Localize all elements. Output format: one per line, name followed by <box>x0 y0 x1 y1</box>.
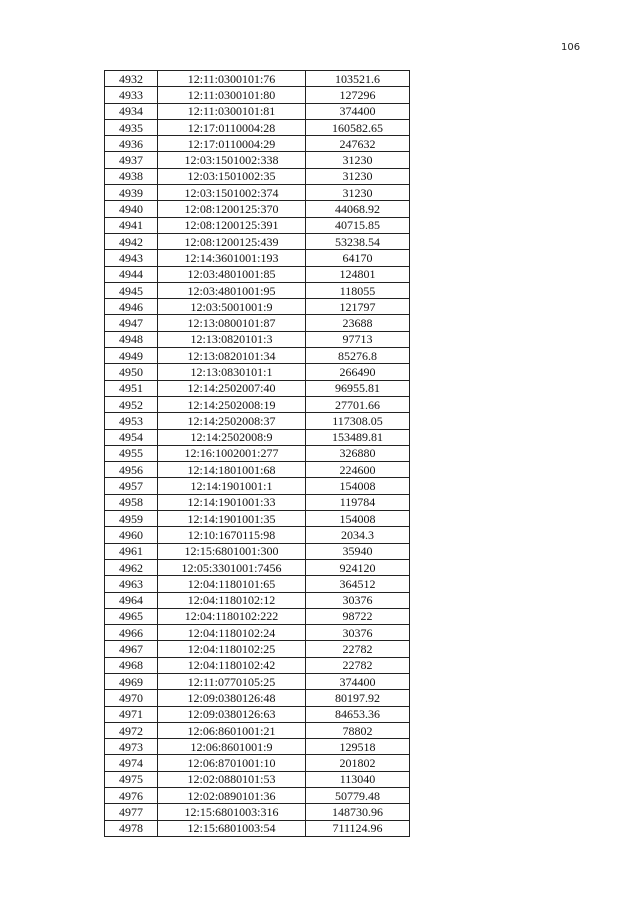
table-row <box>105 136 410 152</box>
cadastral-number-cell: 12:03:1501002:374 <box>158 185 306 201</box>
value-cell: 326880 <box>306 445 410 461</box>
table-row <box>105 543 410 559</box>
value-cell: 154008 <box>306 478 410 494</box>
row-number-cell: 4947 <box>105 315 158 331</box>
cadastral-number-cell: 12:04:1180102:42 <box>158 657 306 673</box>
value-cell: 118055 <box>306 282 410 298</box>
row-number-cell: 4959 <box>105 511 158 527</box>
table-row <box>105 396 410 412</box>
table-row <box>105 576 410 592</box>
value-cell: 31230 <box>306 152 410 168</box>
cadastral-number-cell: 12:03:5001001:9 <box>158 299 306 315</box>
row-number-cell: 4973 <box>105 739 158 755</box>
value-cell: 96955.81 <box>306 380 410 396</box>
row-number-cell: 4935 <box>105 119 158 135</box>
value-cell: 117308.05 <box>306 413 410 429</box>
row-number-cell: 4960 <box>105 527 158 543</box>
table-row <box>105 71 410 87</box>
table-row <box>105 429 410 445</box>
value-cell: 119784 <box>306 494 410 510</box>
table-row <box>105 706 410 722</box>
cadastral-number-cell: 12:02:0880101:53 <box>158 771 306 787</box>
cadastral-number-cell: 12:03:1501002:35 <box>158 168 306 184</box>
cadastral-number-cell: 12:15:6801001:300 <box>158 543 306 559</box>
row-number-cell: 4963 <box>105 576 158 592</box>
cadastral-number-cell: 12:14:1901001:35 <box>158 511 306 527</box>
row-number-cell: 4972 <box>105 722 158 738</box>
value-cell: 129518 <box>306 739 410 755</box>
table-row <box>105 739 410 755</box>
cadastral-number-cell: 12:03:4801001:85 <box>158 266 306 282</box>
row-number-cell: 4961 <box>105 543 158 559</box>
value-cell: 22782 <box>306 641 410 657</box>
table-row <box>105 217 410 233</box>
row-number-cell: 4967 <box>105 641 158 657</box>
value-cell: 31230 <box>306 168 410 184</box>
value-cell: 98722 <box>306 608 410 624</box>
cadastral-number-cell: 12:03:4801001:95 <box>158 282 306 298</box>
cadastral-number-cell: 12:17:0110004:29 <box>158 136 306 152</box>
value-cell: 127296 <box>306 87 410 103</box>
value-cell: 80197.92 <box>306 690 410 706</box>
value-cell: 364512 <box>306 576 410 592</box>
cadastral-number-cell: 12:13:0830101:1 <box>158 364 306 380</box>
cadastral-number-cell: 12:06:8601001:9 <box>158 739 306 755</box>
row-number-cell: 4940 <box>105 201 158 217</box>
row-number-cell: 4969 <box>105 673 158 689</box>
table-row <box>105 282 410 298</box>
cadastral-number-cell: 12:08:1200125:391 <box>158 217 306 233</box>
table-row <box>105 788 410 804</box>
table-row <box>105 625 410 641</box>
value-cell: 30376 <box>306 625 410 641</box>
cadastral-number-cell: 12:14:1801001:68 <box>158 462 306 478</box>
row-number-cell: 4958 <box>105 494 158 510</box>
cadastral-number-cell: 12:04:1180102:12 <box>158 592 306 608</box>
value-cell: 266490 <box>306 364 410 380</box>
cadastral-number-cell: 12:17:0110004:28 <box>158 119 306 135</box>
cadastral-number-cell: 12:04:1180101:65 <box>158 576 306 592</box>
cadastral-number-cell: 12:06:8601001:21 <box>158 722 306 738</box>
row-number-cell: 4966 <box>105 625 158 641</box>
row-number-cell: 4943 <box>105 250 158 266</box>
value-cell: 374400 <box>306 103 410 119</box>
value-cell: 2034.3 <box>306 527 410 543</box>
row-number-cell: 4948 <box>105 331 158 347</box>
table-row <box>105 771 410 787</box>
table-row <box>105 201 410 217</box>
value-cell: 22782 <box>306 657 410 673</box>
table-row <box>105 348 410 364</box>
value-cell: 23688 <box>306 315 410 331</box>
table-row <box>105 331 410 347</box>
table-row <box>105 233 410 249</box>
table-row <box>105 315 410 331</box>
row-number-cell: 4977 <box>105 804 158 820</box>
value-cell: 103521.6 <box>306 71 410 87</box>
row-number-cell: 4939 <box>105 185 158 201</box>
cadastral-number-cell: 12:09:0380126:63 <box>158 706 306 722</box>
table-row <box>105 380 410 396</box>
cadastral-number-cell: 12:15:6801003:54 <box>158 820 306 836</box>
table-row <box>105 690 410 706</box>
value-cell: 924120 <box>306 559 410 575</box>
table-row <box>105 152 410 168</box>
value-cell: 113040 <box>306 771 410 787</box>
row-number-cell: 4934 <box>105 103 158 119</box>
value-cell: 160582.65 <box>306 119 410 135</box>
cadastral-number-cell: 12:04:1180102:25 <box>158 641 306 657</box>
value-cell: 224600 <box>306 462 410 478</box>
row-number-cell: 4968 <box>105 657 158 673</box>
row-number-cell: 4951 <box>105 380 158 396</box>
table-row <box>105 608 410 624</box>
table-row <box>105 641 410 657</box>
table-row <box>105 119 410 135</box>
row-number-cell: 4978 <box>105 820 158 836</box>
table-row <box>105 527 410 543</box>
value-cell: 64170 <box>306 250 410 266</box>
row-number-cell: 4970 <box>105 690 158 706</box>
table-row <box>105 250 410 266</box>
table-row <box>105 413 410 429</box>
row-number-cell: 4936 <box>105 136 158 152</box>
data-table <box>104 70 410 837</box>
cadastral-number-cell: 12:14:3601001:193 <box>158 250 306 266</box>
value-cell: 44068.92 <box>306 201 410 217</box>
row-number-cell: 4954 <box>105 429 158 445</box>
value-cell: 124801 <box>306 266 410 282</box>
table-row <box>105 559 410 575</box>
table-row <box>105 299 410 315</box>
value-cell: 154008 <box>306 511 410 527</box>
row-number-cell: 4941 <box>105 217 158 233</box>
table-row <box>105 266 410 282</box>
cadastral-number-cell: 12:11:0300101:80 <box>158 87 306 103</box>
row-number-cell: 4956 <box>105 462 158 478</box>
value-cell: 153489.81 <box>306 429 410 445</box>
cadastral-number-cell: 12:04:1180102:222 <box>158 608 306 624</box>
cadastral-number-cell: 12:14:2502008:19 <box>158 396 306 412</box>
cadastral-number-cell: 12:06:8701001:10 <box>158 755 306 771</box>
cadastral-number-cell: 12:08:1200125:439 <box>158 233 306 249</box>
row-number-cell: 4949 <box>105 348 158 364</box>
table-row <box>105 755 410 771</box>
value-cell: 40715.85 <box>306 217 410 233</box>
cadastral-number-cell: 12:14:2502008:37 <box>158 413 306 429</box>
cadastral-number-cell: 12:11:0300101:76 <box>158 71 306 87</box>
table-row <box>105 820 410 836</box>
table-row <box>105 462 410 478</box>
cadastral-number-cell: 12:11:0300101:81 <box>158 103 306 119</box>
row-number-cell: 4976 <box>105 788 158 804</box>
cadastral-number-cell: 12:16:1002001:277 <box>158 445 306 461</box>
cadastral-number-cell: 12:14:1901001:33 <box>158 494 306 510</box>
cadastral-number-cell: 12:15:6801003:316 <box>158 804 306 820</box>
value-cell: 31230 <box>306 185 410 201</box>
value-cell: 35940 <box>306 543 410 559</box>
cadastral-number-cell: 12:11:0770105:25 <box>158 673 306 689</box>
row-number-cell: 4944 <box>105 266 158 282</box>
row-number-cell: 4962 <box>105 559 158 575</box>
cadastral-number-cell: 12:13:0800101:87 <box>158 315 306 331</box>
table-row <box>105 592 410 608</box>
cadastral-number-cell: 12:04:1180102:24 <box>158 625 306 641</box>
row-number-cell: 4953 <box>105 413 158 429</box>
cadastral-number-cell: 12:14:2502007:40 <box>158 380 306 396</box>
value-cell: 247632 <box>306 136 410 152</box>
page-number: 106 <box>561 42 581 53</box>
cadastral-number-cell: 12:03:1501002:338 <box>158 152 306 168</box>
value-cell: 711124.96 <box>306 820 410 836</box>
table-row <box>105 804 410 820</box>
table-row <box>105 722 410 738</box>
row-number-cell: 4974 <box>105 755 158 771</box>
table-row <box>105 103 410 119</box>
row-number-cell: 4937 <box>105 152 158 168</box>
table-row <box>105 478 410 494</box>
value-cell: 50779.48 <box>306 788 410 804</box>
table-row <box>105 364 410 380</box>
row-number-cell: 4964 <box>105 592 158 608</box>
table-row <box>105 185 410 201</box>
row-number-cell: 4945 <box>105 282 158 298</box>
value-cell: 201802 <box>306 755 410 771</box>
value-cell: 148730.96 <box>306 804 410 820</box>
value-cell: 78802 <box>306 722 410 738</box>
row-number-cell: 4938 <box>105 168 158 184</box>
value-cell: 27701.66 <box>306 396 410 412</box>
value-cell: 121797 <box>306 299 410 315</box>
table-row <box>105 657 410 673</box>
row-number-cell: 4946 <box>105 299 158 315</box>
table-row <box>105 673 410 689</box>
row-number-cell: 4942 <box>105 233 158 249</box>
row-number-cell: 4932 <box>105 71 158 87</box>
cadastral-number-cell: 12:02:0890101:36 <box>158 788 306 804</box>
table-row <box>105 445 410 461</box>
table-row <box>105 494 410 510</box>
row-number-cell: 4975 <box>105 771 158 787</box>
cadastral-number-cell: 12:05:3301001:7456 <box>158 559 306 575</box>
row-number-cell: 4955 <box>105 445 158 461</box>
cadastral-number-cell: 12:13:0820101:34 <box>158 348 306 364</box>
cadastral-number-cell: 12:10:1670115:98 <box>158 527 306 543</box>
table-row <box>105 511 410 527</box>
cadastral-number-cell: 12:14:2502008:9 <box>158 429 306 445</box>
row-number-cell: 4952 <box>105 396 158 412</box>
value-cell: 97713 <box>306 331 410 347</box>
row-number-cell: 4957 <box>105 478 158 494</box>
row-number-cell: 4950 <box>105 364 158 380</box>
row-number-cell: 4933 <box>105 87 158 103</box>
table-body <box>105 71 410 837</box>
cadastral-number-cell: 12:13:0820101:3 <box>158 331 306 347</box>
value-cell: 85276.8 <box>306 348 410 364</box>
cadastral-number-cell: 12:08:1200125:370 <box>158 201 306 217</box>
row-number-cell: 4971 <box>105 706 158 722</box>
cadastral-number-cell: 12:14:1901001:1 <box>158 478 306 494</box>
value-cell: 30376 <box>306 592 410 608</box>
table-row <box>105 168 410 184</box>
value-cell: 53238.54 <box>306 233 410 249</box>
row-number-cell: 4965 <box>105 608 158 624</box>
cadastral-number-cell: 12:09:0380126:48 <box>158 690 306 706</box>
table-row <box>105 87 410 103</box>
value-cell: 84653.36 <box>306 706 410 722</box>
value-cell: 374400 <box>306 673 410 689</box>
